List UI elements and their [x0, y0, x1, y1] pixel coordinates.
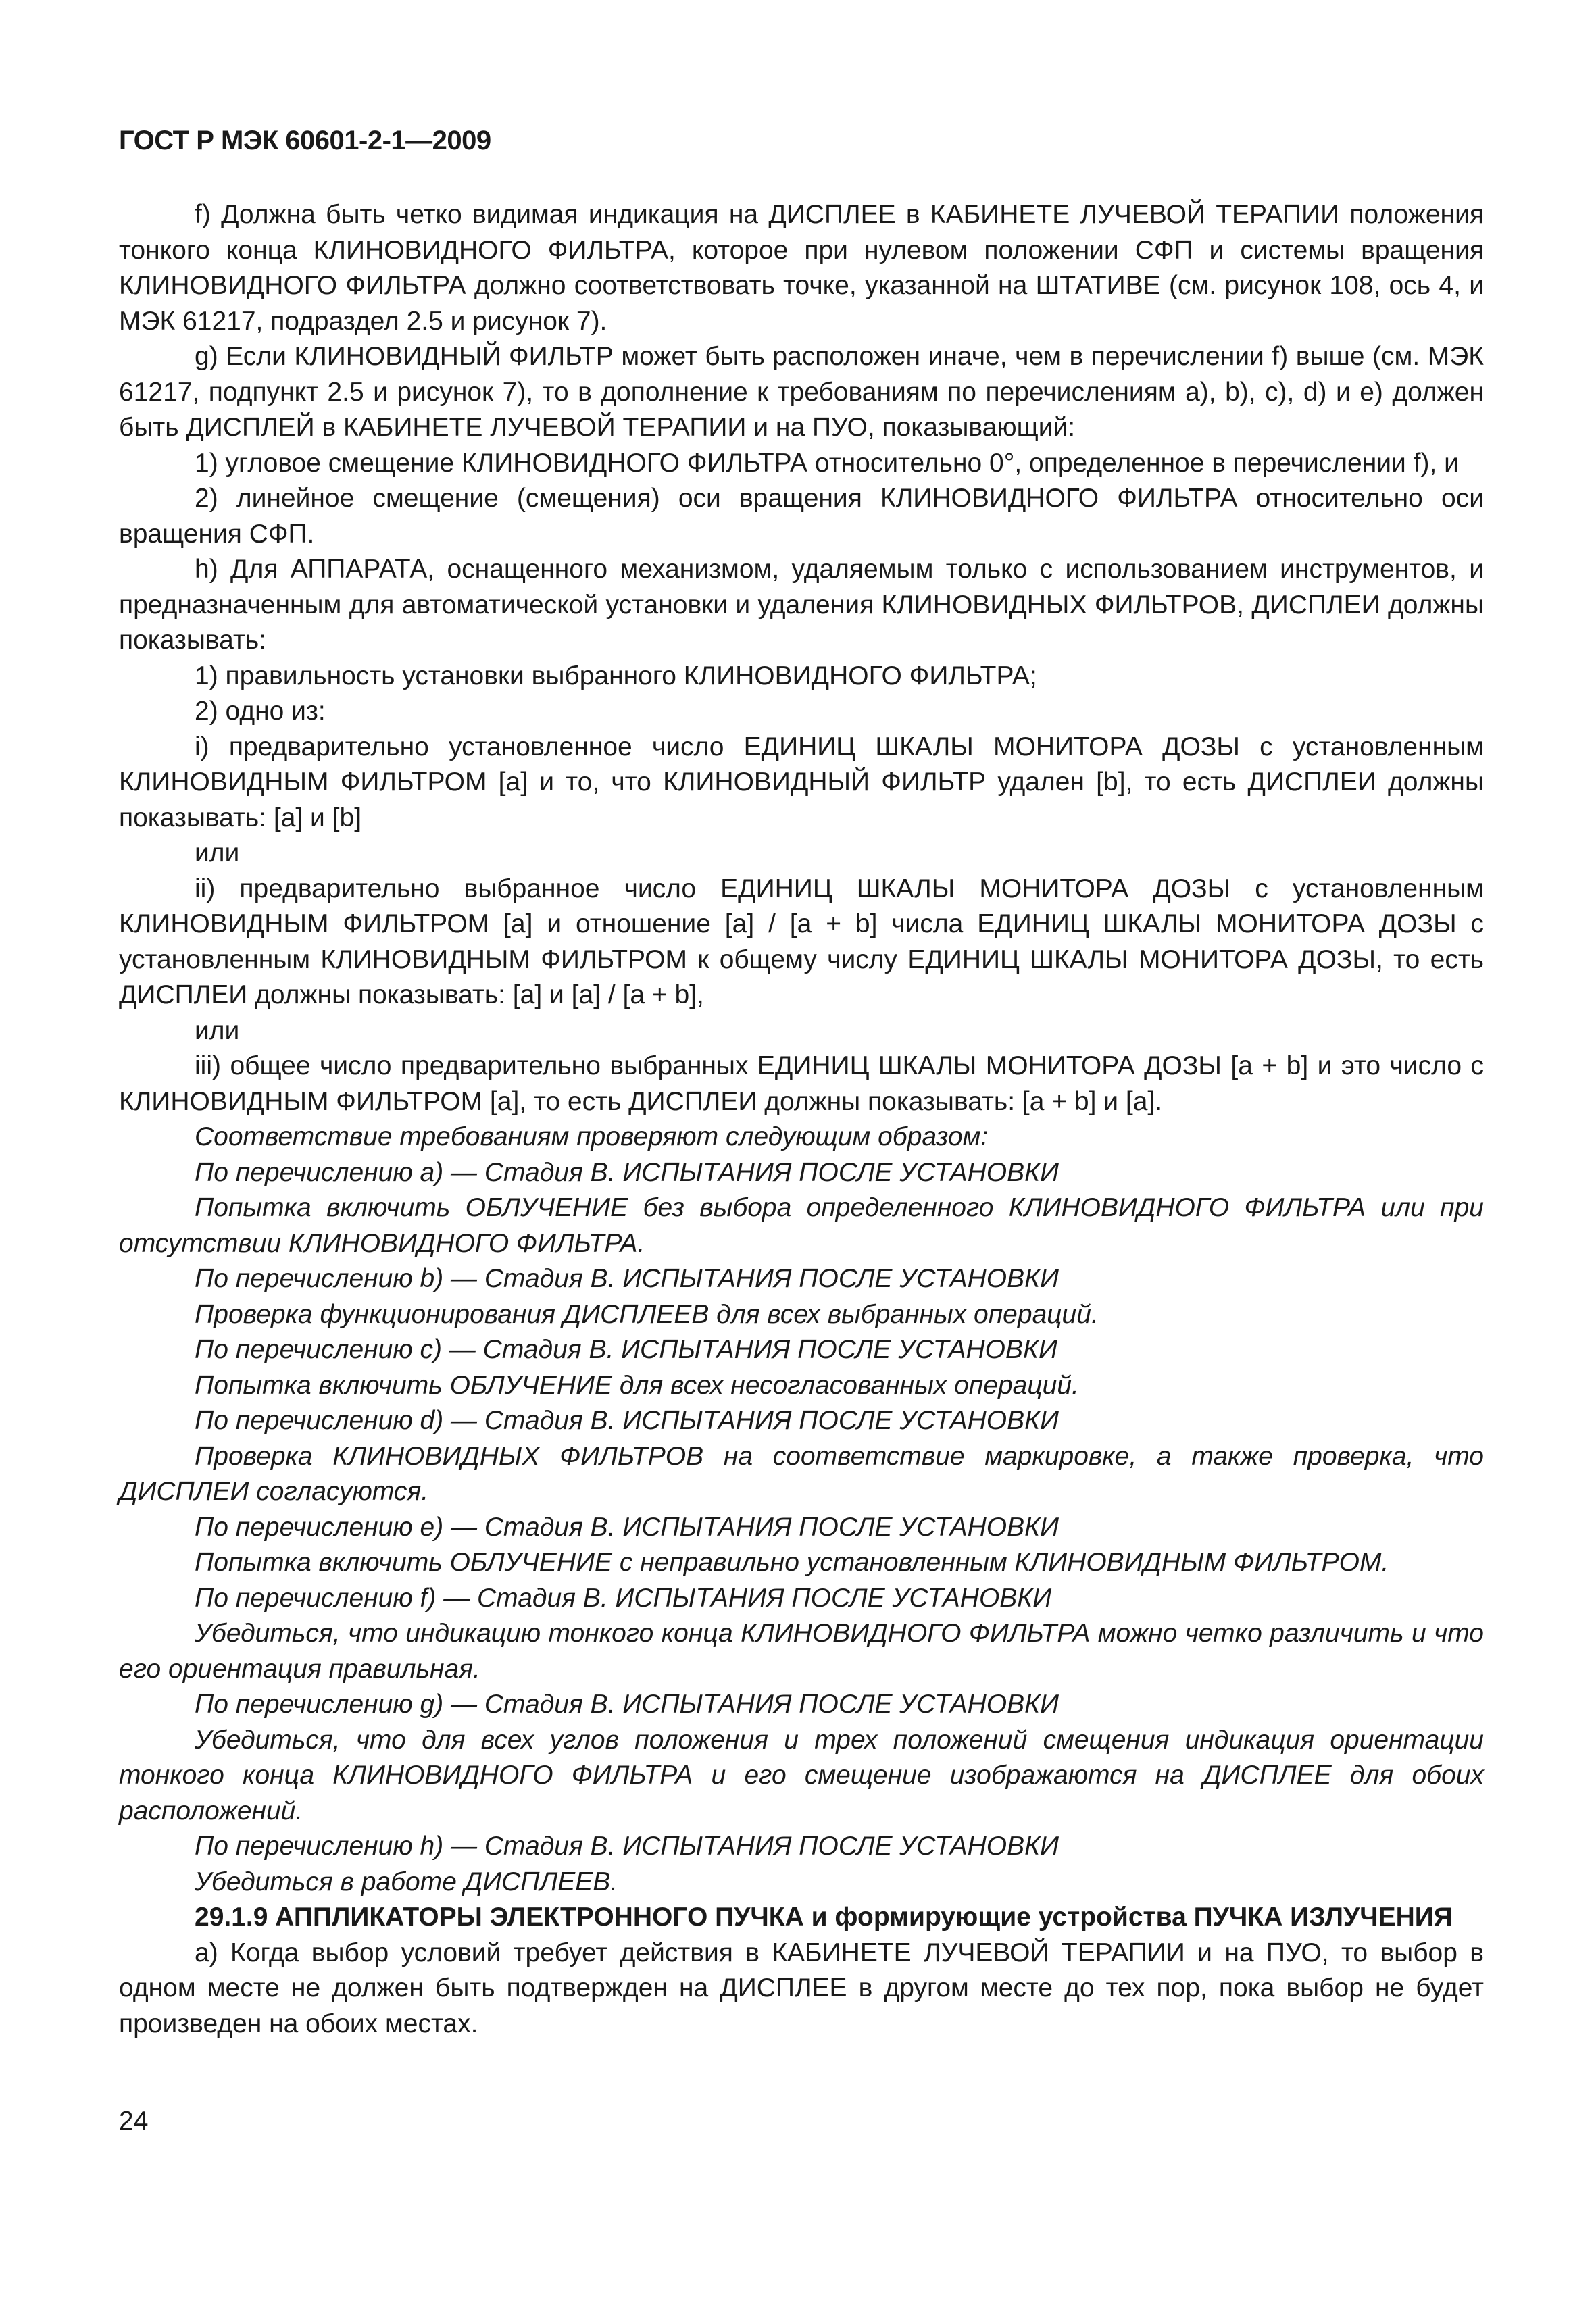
paragraph: f) Должна быть четко видимая индикация на ДИСПЛЕЕ в КАБИНЕТЕ ЛУЧЕВОЙ ТЕРАПИИ положения тонкого конца КЛИНОВИДНОГО ФИЛЬТРА, которое при нулевом положении СФП и системы вращения КЛИНОВИДНОГО ФИЛЬТРА должно соответствовать точке, указанной на ШТАТИВЕ (см. рисунок 108, ось 4, и МЭК 61217, подраздел 2.5 и рисунок 7).: [119, 200, 1484, 336]
standard-header: ГОСТ Р МЭК 60601-2-1—2009: [119, 126, 491, 155]
compliance-paragraph: По перечислению e) — Стадия В. ИСПЫТАНИЯ ПОСЛЕ УСТАНОВКИ: [195, 1512, 1059, 1542]
compliance-paragraph: По перечислению c) — Стадия В. ИСПЫТАНИЯ ПОСЛЕ УСТАНОВКИ: [195, 1335, 1057, 1364]
document-body: [119, 197, 1484, 2042]
paragraph: 1) правильность установки выбранного КЛИНОВИДНОГО ФИЛЬТРА;: [195, 661, 1037, 690]
paragraph: h) Для АППАРАТА, оснащенного механизмом, удаляемым только с использованием инструментов, и предназначенным для автоматической установки и удаления КЛИНОВИДНЫХ ФИЛЬТРОВ, ДИСПЛЕИ должны показывать:: [119, 555, 1484, 655]
paragraph: ii) предварительно выбранное число ЕДИНИЦ ШКАЛЫ МОНИТОРА ДОЗЫ с установленным КЛИНОВИДНЫМ ФИЛЬТРОМ [a] и отношение [a] / [a + b] числа ЕДИНИЦ ШКАЛЫ МОНИТОРА ДОЗЫ с установленным КЛИНОВИДНЫМ ФИЛЬТРОМ к общему числу ЕДИНИЦ ШКАЛЫ МОНИТОРА ДОЗЫ, то есть ДИСПЛЕИ должны показывать: [a] и [a] / [a + b],: [119, 874, 1484, 1009]
compliance-paragraph: Проверка функционирования ДИСПЛЕЕВ для всех выбранных операций.: [195, 1299, 1099, 1329]
paragraph: 1) угловое смещение КЛИНОВИДНОГО ФИЛЬТРА относительно 0°, определенное в перечислении f), и: [195, 448, 1459, 478]
compliance-paragraph: По перечислению g) — Стадия В. ИСПЫТАНИЯ ПОСЛЕ УСТАНОВКИ: [195, 1690, 1059, 1719]
paragraph: iii) общее число предварительно выбранных ЕДИНИЦ ШКАЛЫ МОНИТОРА ДОЗЫ [a + b] и это число с КЛИНОВИДНЫМ ФИЛЬТРОМ [a], то есть ДИСПЛЕИ должны показывать: [a + b] и [a].: [119, 1051, 1484, 1116]
paragraph: или: [195, 838, 240, 867]
paragraph: a) Когда выбор условий требует действия в КАБИНЕТЕ ЛУЧЕВОЙ ТЕРАПИИ и на ПУО, то выбор в одном месте не должен быть подтвержден на ДИСПЛЕЕ в другом месте до тех пор, пока выбор не будет произведен на обоих местах.: [119, 1938, 1484, 2038]
compliance-paragraph: Попытка включить ОБЛУЧЕНИЕ с неправильно установленным КЛИНОВИДНЫМ ФИЛЬТРОМ.: [195, 1548, 1389, 1577]
page-number: 24: [119, 2107, 149, 2136]
compliance-paragraph: По перечислению d) — Стадия В. ИСПЫТАНИЯ ПОСЛЕ УСТАНОВКИ: [195, 1406, 1059, 1435]
compliance-paragraph: Соответствие требованиям проверяют следующим образом:: [195, 1122, 989, 1151]
compliance-paragraph: Попытка включить ОБЛУЧЕНИЕ для всех несогласованных операций.: [195, 1370, 1079, 1400]
compliance-paragraph: Убедиться, что индикацию тонкого конца КЛИНОВИДНОГО ФИЛЬТРА можно четко различить и что его ориентация правильная.: [119, 1619, 1484, 1684]
compliance-paragraph: Попытка включить ОБЛУЧЕНИЕ без выбора определенного КЛИНОВИДНОГО ФИЛЬТРА или при отсутствии КЛИНОВИДНОГО ФИЛЬТРА.: [119, 1193, 1484, 1258]
paragraph: g) Если КЛИНОВИДНЫЙ ФИЛЬТР может быть расположен иначе, чем в перечислении f) выше (см. МЭК 61217, подпункт 2.5 и рисунок 7), то в дополнение к требованиям по перечислениям a), b), c), d) и e) должен быть ДИСПЛЕЙ в КАБИНЕТЕ ЛУЧЕВОЙ ТЕРАПИИ и на ПУО, показывающий:: [119, 342, 1484, 442]
compliance-paragraph: Убедиться в работе ДИСПЛЕЕВ.: [195, 1867, 618, 1896]
compliance-paragraph: По перечислению h) — Стадия В. ИСПЫТАНИЯ ПОСЛЕ УСТАНОВКИ: [195, 1832, 1059, 1861]
compliance-paragraph: По перечислению f) — Стадия В. ИСПЫТАНИЯ ПОСЛЕ УСТАНОВКИ: [195, 1583, 1052, 1613]
paragraph: 2) линейное смещение (смещения) оси вращения КЛИНОВИДНОГО ФИЛЬТРА относительно оси вращения СФП.: [119, 484, 1484, 549]
paragraph: 2) одно из:: [195, 697, 326, 726]
paragraph: или: [195, 1015, 240, 1045]
compliance-paragraph: По перечислению a) — Стадия В. ИСПЫТАНИЯ ПОСЛЕ УСТАНОВКИ: [195, 1157, 1059, 1187]
section-heading: 29.1.9 АППЛИКАТОРЫ ЭЛЕКТРОННОГО ПУЧКА и формирующие устройства ПУЧКА ИЗЛУЧЕНИЯ: [195, 1903, 1453, 1932]
compliance-paragraph: Проверка КЛИНОВИДНЫХ ФИЛЬТРОВ на соответствие маркировке, а также проверка, что ДИСПЛЕИ согласуются.: [119, 1441, 1484, 1506]
compliance-paragraph: Убедиться, что для всех углов положения и трех положений смещения индикация ориентации тонкого конца КЛИНОВИДНОГО ФИЛЬТРА и его смещение изображаются на ДИСПЛЕЕ для обоих расположений.: [119, 1725, 1484, 1826]
compliance-paragraph: По перечислению b) — Стадия В. ИСПЫТАНИЯ ПОСЛЕ УСТАНОВКИ: [195, 1264, 1059, 1293]
paragraph: i) предварительно установленное число ЕДИНИЦ ШКАЛЫ МОНИТОРА ДОЗЫ с установленным КЛИНОВИДНЫМ ФИЛЬТРОМ [a] и то, что КЛИНОВИДНЫЙ ФИЛЬТР удален [b], то есть ДИСПЛЕИ должны показывать: [a] и [b]: [119, 732, 1484, 832]
